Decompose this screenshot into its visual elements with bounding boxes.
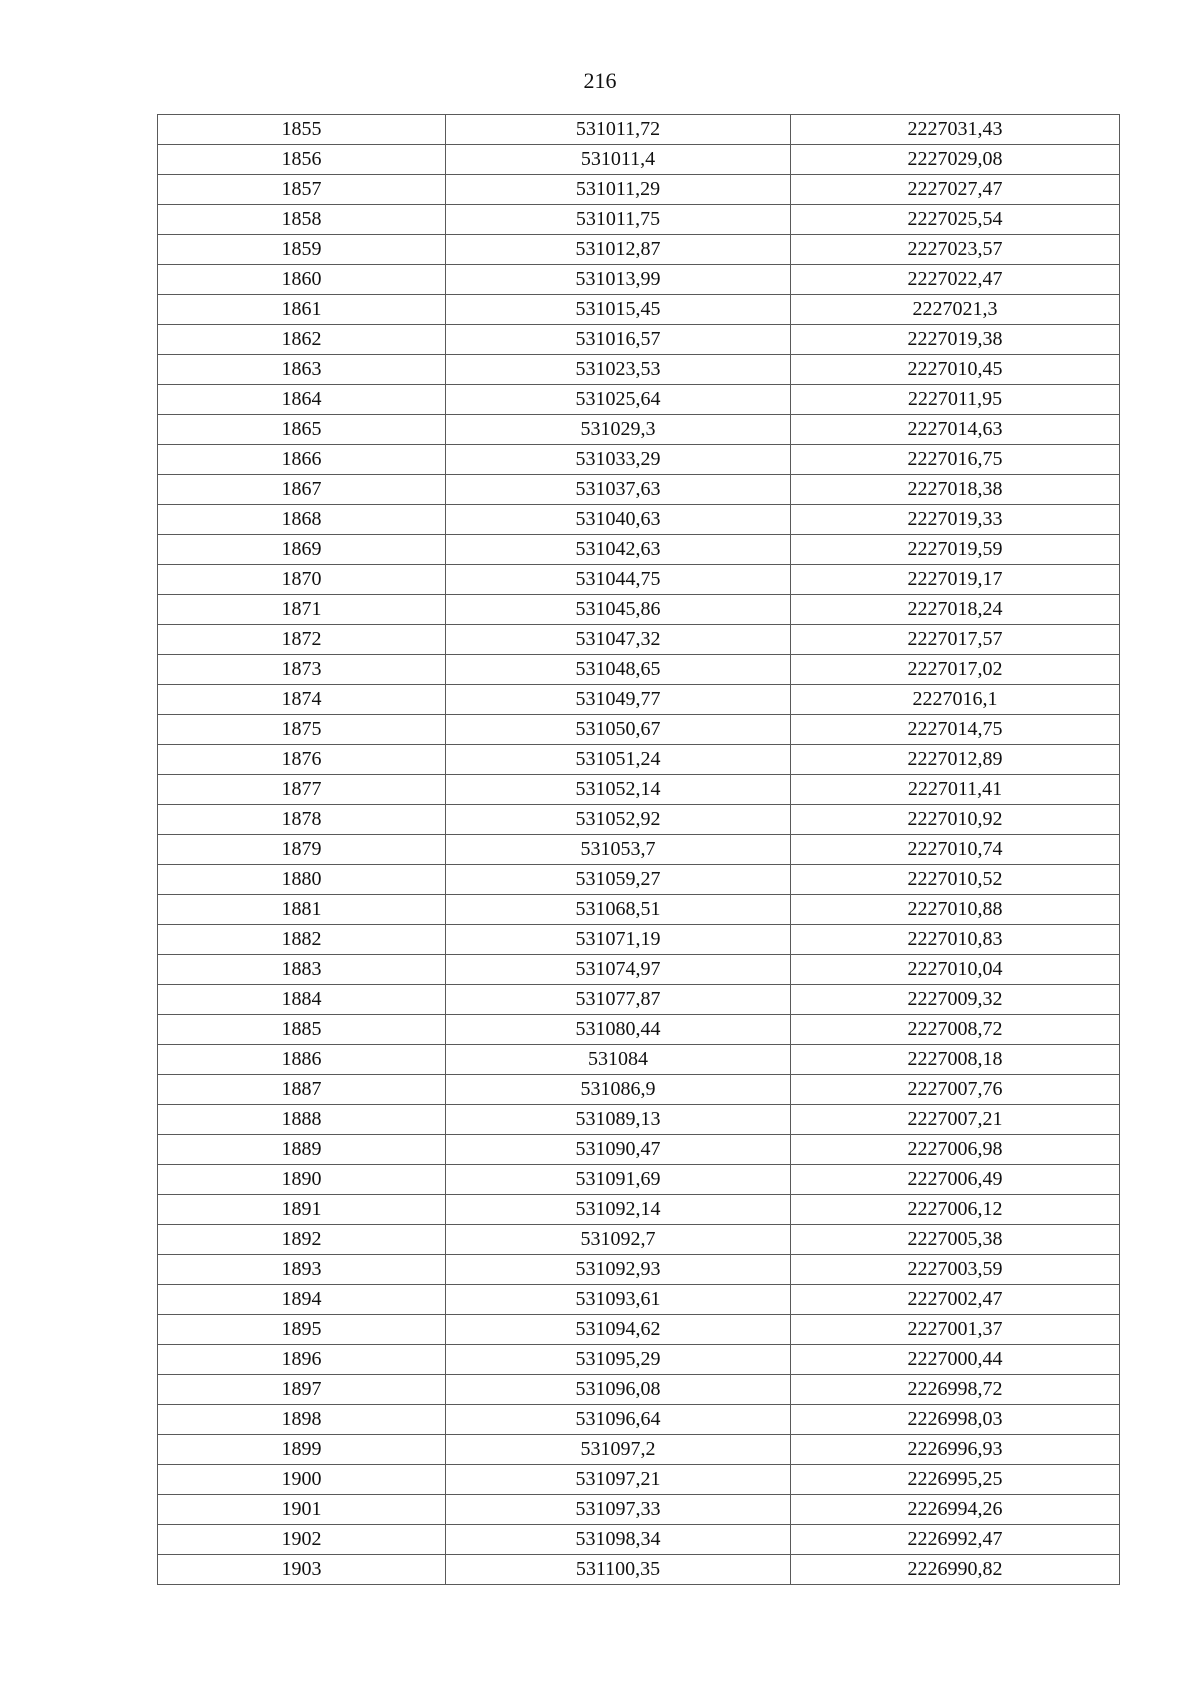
y-coordinate-cell: 2227010,52 (791, 865, 1120, 895)
point-number-cell: 1878 (158, 805, 446, 835)
y-coordinate-cell: 2227018,24 (791, 595, 1120, 625)
y-coordinate-cell: 2227014,63 (791, 415, 1120, 445)
point-number-cell: 1863 (158, 355, 446, 385)
y-coordinate-cell: 2226998,03 (791, 1405, 1120, 1435)
table-row (158, 1045, 1120, 1075)
y-coordinate-cell: 2227029,08 (791, 145, 1120, 175)
table-row (158, 385, 1120, 415)
x-coordinate-cell: 531048,65 (446, 655, 791, 685)
x-coordinate-cell: 531016,57 (446, 325, 791, 355)
point-number-cell: 1864 (158, 385, 446, 415)
table-row (158, 1285, 1120, 1315)
x-coordinate-cell: 531050,67 (446, 715, 791, 745)
table-row (158, 1225, 1120, 1255)
x-coordinate-cell: 531093,61 (446, 1285, 791, 1315)
y-coordinate-cell: 2227005,38 (791, 1225, 1120, 1255)
point-number-cell: 1877 (158, 775, 446, 805)
y-coordinate-cell: 2227008,18 (791, 1045, 1120, 1075)
y-coordinate-cell: 2227018,38 (791, 475, 1120, 505)
point-number-cell: 1896 (158, 1345, 446, 1375)
y-coordinate-cell: 2227001,37 (791, 1315, 1120, 1345)
x-coordinate-cell: 531095,29 (446, 1345, 791, 1375)
x-coordinate-cell: 531011,75 (446, 205, 791, 235)
y-coordinate-cell: 2227010,92 (791, 805, 1120, 835)
x-coordinate-cell: 531040,63 (446, 505, 791, 535)
y-coordinate-cell: 2227014,75 (791, 715, 1120, 745)
y-coordinate-cell: 2227007,21 (791, 1105, 1120, 1135)
x-coordinate-cell: 531068,51 (446, 895, 791, 925)
x-coordinate-cell: 531011,72 (446, 115, 791, 145)
y-coordinate-cell: 2227006,12 (791, 1195, 1120, 1225)
point-number-cell: 1893 (158, 1255, 446, 1285)
table-row (158, 1465, 1120, 1495)
table-row (158, 475, 1120, 505)
x-coordinate-cell: 531047,32 (446, 625, 791, 655)
y-coordinate-cell: 2227022,47 (791, 265, 1120, 295)
point-number-cell: 1897 (158, 1375, 446, 1405)
y-coordinate-cell: 2227012,89 (791, 745, 1120, 775)
point-number-cell: 1872 (158, 625, 446, 655)
y-coordinate-cell: 2227025,54 (791, 205, 1120, 235)
y-coordinate-cell: 2227011,41 (791, 775, 1120, 805)
table-row (158, 805, 1120, 835)
table-row (158, 1135, 1120, 1165)
point-number-cell: 1902 (158, 1525, 446, 1555)
x-coordinate-cell: 531092,14 (446, 1195, 791, 1225)
point-number-cell: 1886 (158, 1045, 446, 1075)
point-number-cell: 1861 (158, 295, 446, 325)
x-coordinate-cell: 531053,7 (446, 835, 791, 865)
point-number-cell: 1894 (158, 1285, 446, 1315)
point-number-cell: 1898 (158, 1405, 446, 1435)
point-number-cell: 1867 (158, 475, 446, 505)
x-coordinate-cell: 531100,35 (446, 1555, 791, 1585)
point-number-cell: 1859 (158, 235, 446, 265)
point-number-cell: 1868 (158, 505, 446, 535)
point-number-cell: 1882 (158, 925, 446, 955)
x-coordinate-cell: 531042,63 (446, 535, 791, 565)
table-row (158, 145, 1120, 175)
x-coordinate-cell: 531097,2 (446, 1435, 791, 1465)
x-coordinate-cell: 531011,4 (446, 145, 791, 175)
y-coordinate-cell: 2227023,57 (791, 235, 1120, 265)
x-coordinate-cell: 531059,27 (446, 865, 791, 895)
table-row (158, 1165, 1120, 1195)
y-coordinate-cell: 2227003,59 (791, 1255, 1120, 1285)
coordinates-table-body (158, 115, 1120, 1585)
table-row (158, 625, 1120, 655)
point-number-cell: 1879 (158, 835, 446, 865)
table-row (158, 955, 1120, 985)
table-row (158, 1345, 1120, 1375)
table-row (158, 1405, 1120, 1435)
coordinates-table (157, 114, 1120, 1585)
point-number-cell: 1892 (158, 1225, 446, 1255)
point-number-cell: 1865 (158, 415, 446, 445)
point-number-cell: 1883 (158, 955, 446, 985)
point-number-cell: 1891 (158, 1195, 446, 1225)
point-number-cell: 1855 (158, 115, 446, 145)
point-number-cell: 1903 (158, 1555, 446, 1585)
x-coordinate-cell: 531052,92 (446, 805, 791, 835)
point-number-cell: 1869 (158, 535, 446, 565)
point-number-cell: 1900 (158, 1465, 446, 1495)
x-coordinate-cell: 531092,7 (446, 1225, 791, 1255)
x-coordinate-cell: 531096,64 (446, 1405, 791, 1435)
table-row (158, 1495, 1120, 1525)
x-coordinate-cell: 531097,21 (446, 1465, 791, 1495)
y-coordinate-cell: 2227019,17 (791, 565, 1120, 595)
table-row (158, 895, 1120, 925)
table-row (158, 925, 1120, 955)
table-row (158, 1075, 1120, 1105)
y-coordinate-cell: 2227019,38 (791, 325, 1120, 355)
x-coordinate-cell: 531015,45 (446, 295, 791, 325)
table-row (158, 595, 1120, 625)
y-coordinate-cell: 2227008,72 (791, 1015, 1120, 1045)
table-row (158, 265, 1120, 295)
point-number-cell: 1857 (158, 175, 446, 205)
point-number-cell: 1860 (158, 265, 446, 295)
table-row (158, 1315, 1120, 1345)
table-row (158, 1195, 1120, 1225)
point-number-cell: 1873 (158, 655, 446, 685)
x-coordinate-cell: 531092,93 (446, 1255, 791, 1285)
table-row (158, 325, 1120, 355)
point-number-cell: 1862 (158, 325, 446, 355)
y-coordinate-cell: 2227010,74 (791, 835, 1120, 865)
y-coordinate-cell: 2227031,43 (791, 115, 1120, 145)
y-coordinate-cell: 2227021,3 (791, 295, 1120, 325)
y-coordinate-cell: 2227019,33 (791, 505, 1120, 535)
y-coordinate-cell: 2227010,83 (791, 925, 1120, 955)
y-coordinate-cell: 2226990,82 (791, 1555, 1120, 1585)
table-row (158, 355, 1120, 385)
x-coordinate-cell: 531012,87 (446, 235, 791, 265)
x-coordinate-cell: 531044,75 (446, 565, 791, 595)
y-coordinate-cell: 2227010,45 (791, 355, 1120, 385)
x-coordinate-cell: 531089,13 (446, 1105, 791, 1135)
point-number-cell: 1899 (158, 1435, 446, 1465)
x-coordinate-cell: 531013,99 (446, 265, 791, 295)
point-number-cell: 1875 (158, 715, 446, 745)
table-row (158, 1255, 1120, 1285)
x-coordinate-cell: 531052,14 (446, 775, 791, 805)
x-coordinate-cell: 531077,87 (446, 985, 791, 1015)
point-number-cell: 1866 (158, 445, 446, 475)
table-row (158, 235, 1120, 265)
y-coordinate-cell: 2226998,72 (791, 1375, 1120, 1405)
table-row (158, 505, 1120, 535)
point-number-cell: 1888 (158, 1105, 446, 1135)
x-coordinate-cell: 531086,9 (446, 1075, 791, 1105)
y-coordinate-cell: 2227027,47 (791, 175, 1120, 205)
y-coordinate-cell: 2227000,44 (791, 1345, 1120, 1375)
table-row (158, 655, 1120, 685)
table-row (158, 415, 1120, 445)
y-coordinate-cell: 2227010,04 (791, 955, 1120, 985)
y-coordinate-cell: 2227006,49 (791, 1165, 1120, 1195)
y-coordinate-cell: 2226994,26 (791, 1495, 1120, 1525)
table-row (158, 1555, 1120, 1585)
x-coordinate-cell: 531084 (446, 1045, 791, 1075)
x-coordinate-cell: 531023,53 (446, 355, 791, 385)
y-coordinate-cell: 2227010,88 (791, 895, 1120, 925)
y-coordinate-cell: 2226995,25 (791, 1465, 1120, 1495)
table-row (158, 745, 1120, 775)
table-row (158, 535, 1120, 565)
point-number-cell: 1901 (158, 1495, 446, 1525)
y-coordinate-cell: 2227007,76 (791, 1075, 1120, 1105)
x-coordinate-cell: 531051,24 (446, 745, 791, 775)
point-number-cell: 1890 (158, 1165, 446, 1195)
table-row (158, 985, 1120, 1015)
table-row (158, 865, 1120, 895)
table-row (158, 715, 1120, 745)
y-coordinate-cell: 2227009,32 (791, 985, 1120, 1015)
point-number-cell: 1870 (158, 565, 446, 595)
y-coordinate-cell: 2227011,95 (791, 385, 1120, 415)
table-row (158, 445, 1120, 475)
y-coordinate-cell: 2227019,59 (791, 535, 1120, 565)
point-number-cell: 1856 (158, 145, 446, 175)
table-row (158, 115, 1120, 145)
table-row (158, 205, 1120, 235)
table-row (158, 1435, 1120, 1465)
y-coordinate-cell: 2227006,98 (791, 1135, 1120, 1165)
x-coordinate-cell: 531049,77 (446, 685, 791, 715)
x-coordinate-cell: 531045,86 (446, 595, 791, 625)
x-coordinate-cell: 531091,69 (446, 1165, 791, 1195)
table-row (158, 1015, 1120, 1045)
table-row (158, 835, 1120, 865)
point-number-cell: 1895 (158, 1315, 446, 1345)
point-number-cell: 1884 (158, 985, 446, 1015)
table-row (158, 1105, 1120, 1135)
y-coordinate-cell: 2226992,47 (791, 1525, 1120, 1555)
x-coordinate-cell: 531090,47 (446, 1135, 791, 1165)
x-coordinate-cell: 531025,64 (446, 385, 791, 415)
point-number-cell: 1876 (158, 745, 446, 775)
x-coordinate-cell: 531033,29 (446, 445, 791, 475)
x-coordinate-cell: 531074,97 (446, 955, 791, 985)
point-number-cell: 1889 (158, 1135, 446, 1165)
x-coordinate-cell: 531029,3 (446, 415, 791, 445)
point-number-cell: 1858 (158, 205, 446, 235)
y-coordinate-cell: 2227017,57 (791, 625, 1120, 655)
x-coordinate-cell: 531097,33 (446, 1495, 791, 1525)
x-coordinate-cell: 531037,63 (446, 475, 791, 505)
table-row (158, 1375, 1120, 1405)
point-number-cell: 1880 (158, 865, 446, 895)
x-coordinate-cell: 531094,62 (446, 1315, 791, 1345)
y-coordinate-cell: 2226996,93 (791, 1435, 1120, 1465)
table-row (158, 1525, 1120, 1555)
page-number: 216 (583, 68, 617, 93)
x-coordinate-cell: 531071,19 (446, 925, 791, 955)
x-coordinate-cell: 531096,08 (446, 1375, 791, 1405)
y-coordinate-cell: 2227017,02 (791, 655, 1120, 685)
table-row (158, 565, 1120, 595)
table-row (158, 175, 1120, 205)
y-coordinate-cell: 2227002,47 (791, 1285, 1120, 1315)
x-coordinate-cell: 531011,29 (446, 175, 791, 205)
table-row (158, 295, 1120, 325)
x-coordinate-cell: 531080,44 (446, 1015, 791, 1045)
point-number-cell: 1881 (158, 895, 446, 925)
y-coordinate-cell: 2227016,1 (791, 685, 1120, 715)
point-number-cell: 1885 (158, 1015, 446, 1045)
table-row (158, 775, 1120, 805)
table-row (158, 685, 1120, 715)
point-number-cell: 1871 (158, 595, 446, 625)
point-number-cell: 1874 (158, 685, 446, 715)
point-number-cell: 1887 (158, 1075, 446, 1105)
y-coordinate-cell: 2227016,75 (791, 445, 1120, 475)
x-coordinate-cell: 531098,34 (446, 1525, 791, 1555)
